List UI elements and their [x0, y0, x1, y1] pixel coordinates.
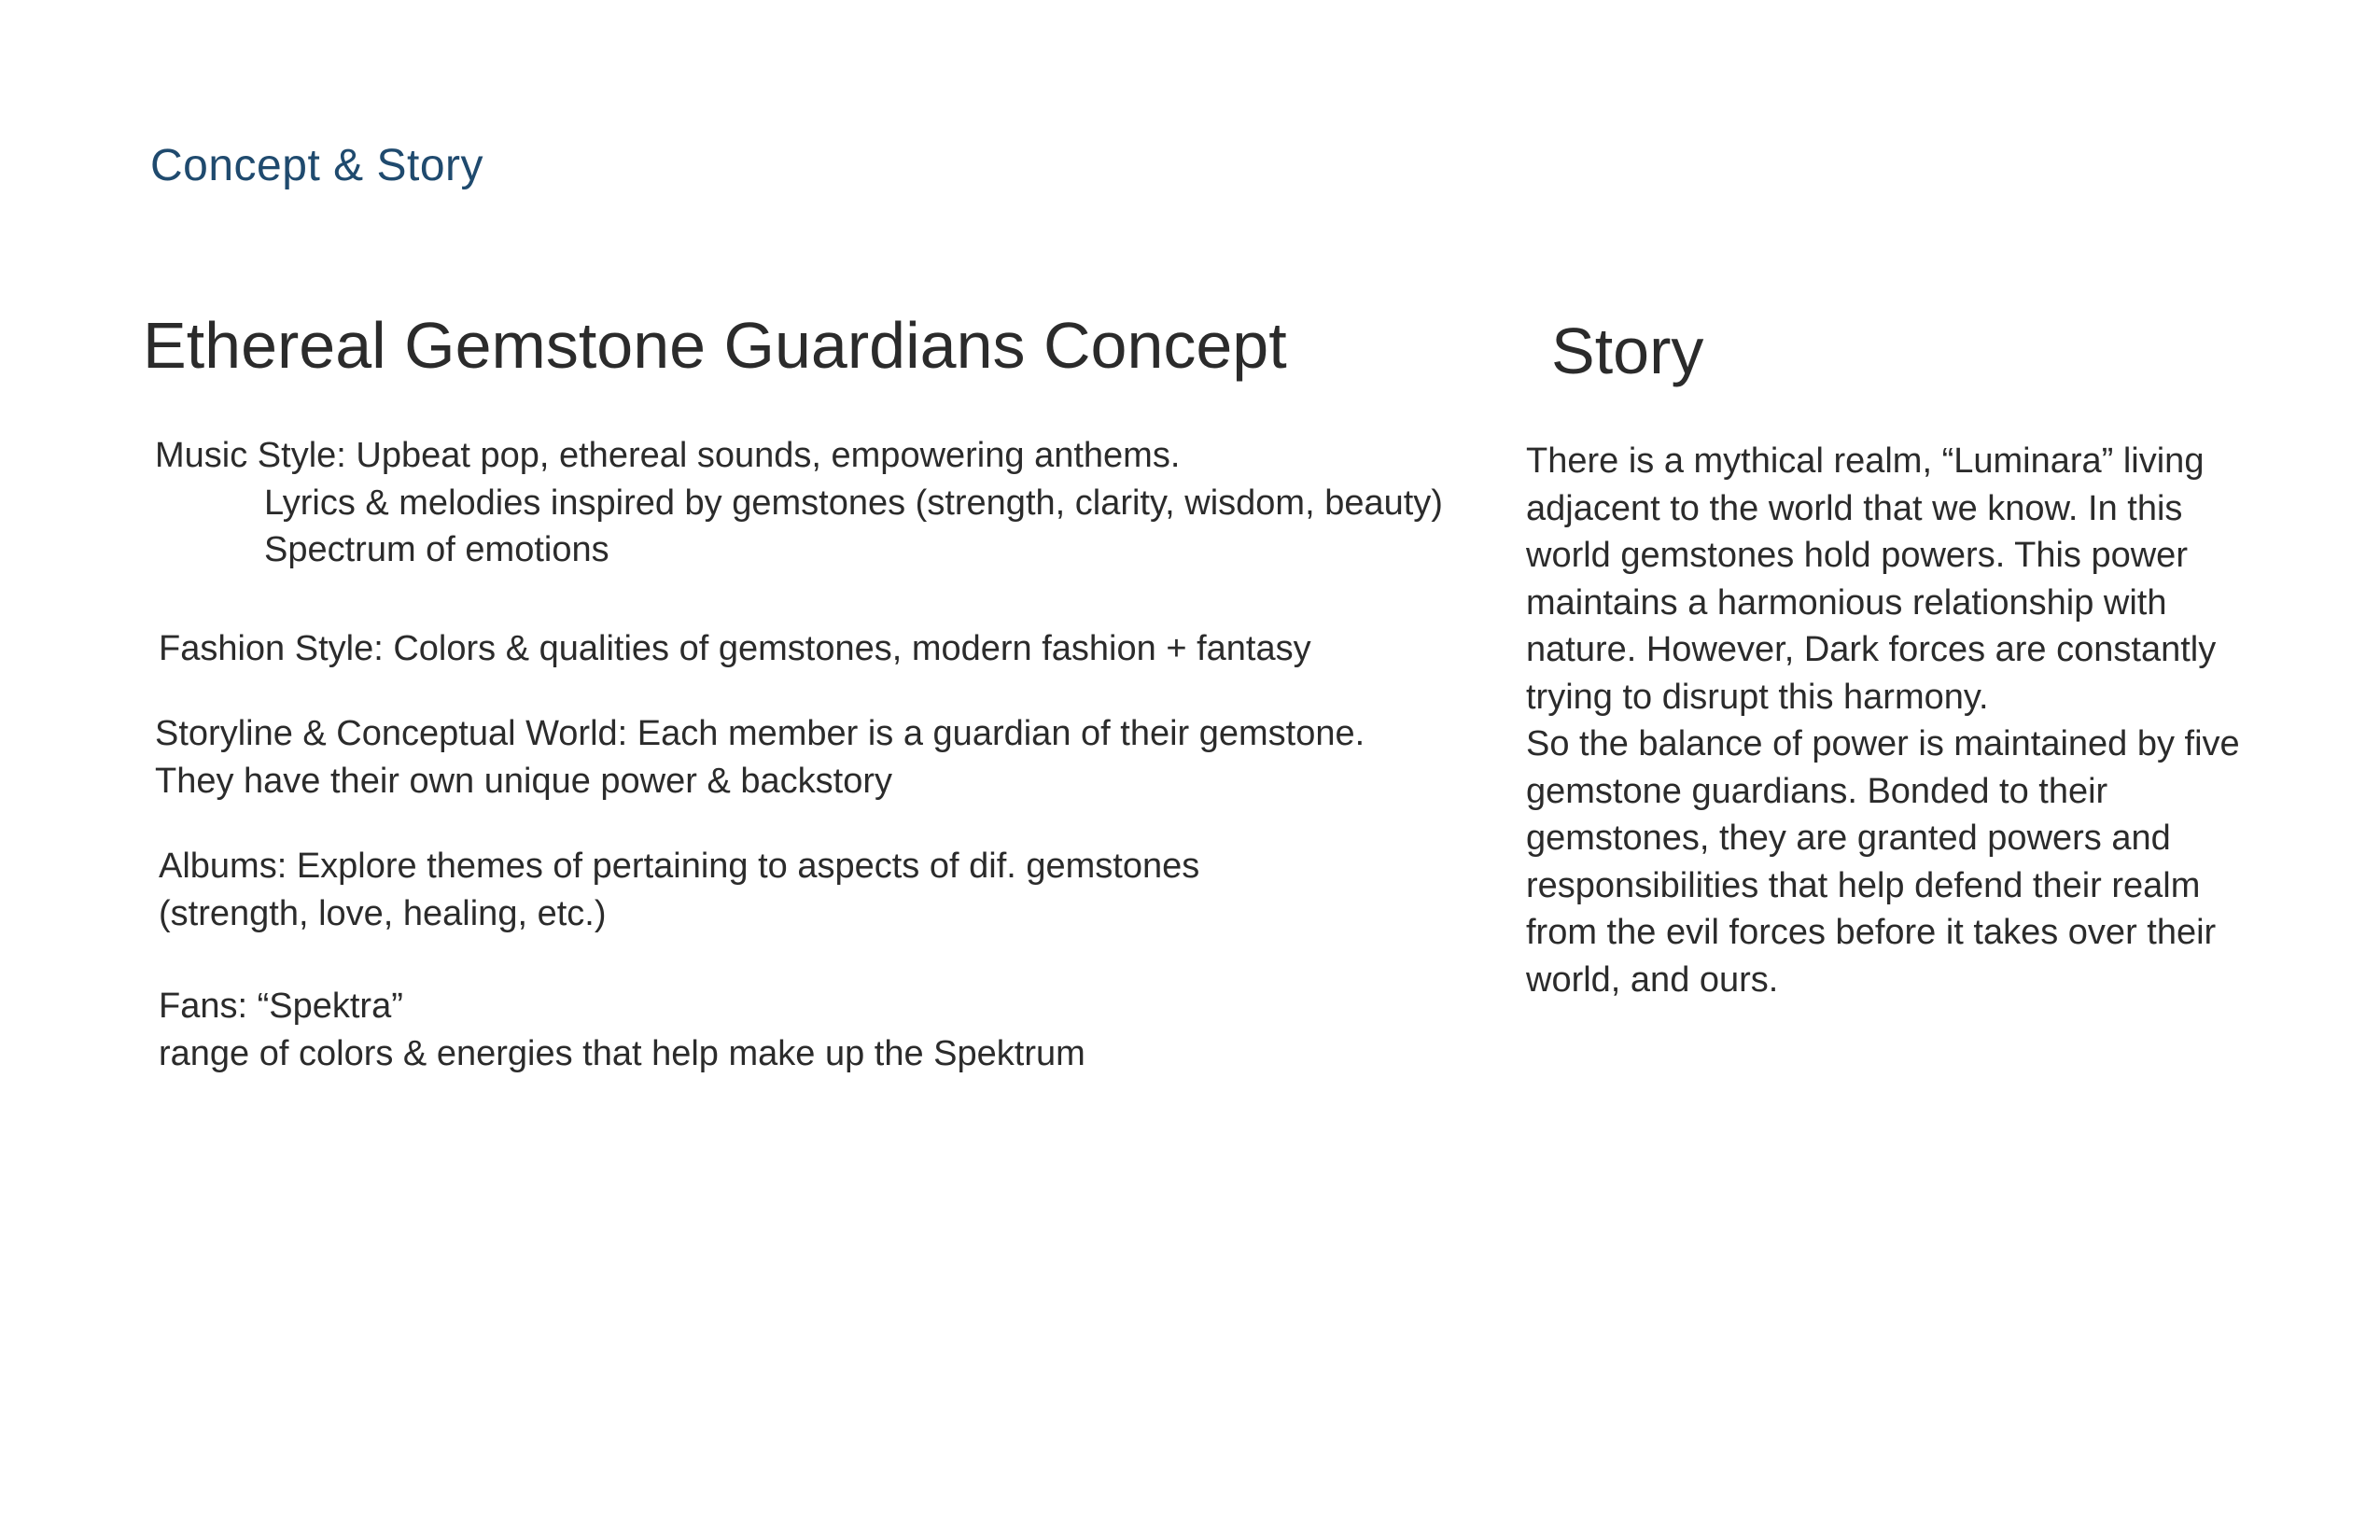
- story-paragraph-1: There is a mythical realm, “Luminara” living adjacent to the world that we know. In this world gemstones hold powers. This power maintains a harmonious relationship with nature. However, Dark forces are constantly trying to disrupt this harmony.: [1526, 441, 2217, 717]
- albums-line-1: Albums: Explore themes of pertaining to aspects of dif. gemstones: [159, 847, 1200, 886]
- story-column: [1526, 314, 2273, 1000]
- story-heading: Story: [1551, 315, 1704, 387]
- music-emotions-line: Spectrum of emotions: [264, 530, 609, 569]
- concept-heading: Ethereal Gemstone Guardians Concept: [143, 309, 1287, 382]
- albums-line-2: (strength, love, healing, etc.): [159, 893, 607, 933]
- storyline-line-1: Storyline & Conceptual World: Each member is a guardian of their gemstone.: [155, 714, 1365, 753]
- fans-line-1: Fans: “Spektra”: [159, 987, 403, 1026]
- section-title: Concept & Story: [150, 141, 483, 190]
- music-style-line: Music Style: Upbeat pop, ethereal sounds, empowering anthems.: [155, 436, 1181, 475]
- fans-line-2: range of colors & energies that help make up the Spektrum: [159, 1033, 1085, 1073]
- music-style-block: [155, 432, 1443, 574]
- albums-block: [159, 843, 1199, 937]
- fans-block: [159, 983, 1085, 1077]
- storyline-block: [155, 710, 1365, 805]
- music-lyrics-line: Lyrics & melodies inspired by gemstones (strength, clarity, wisdom, beauty): [264, 483, 1443, 523]
- story-paragraph-2: So the balance of power is maintained by five gemstone guardians. Bonded to their gemstones, they are granted powers and responsibilities that help defend their realm from the evil forces before it takes over their world, and ours.: [1526, 724, 2240, 1000]
- story-body: [1526, 438, 2273, 1003]
- fashion-style-line: Fashion Style: Colors & qualities of gemstones, modern fashion + fantasy: [159, 629, 1311, 668]
- fashion-style-block: [159, 625, 1311, 673]
- storyline-line-2: They have their own unique power & backstory: [155, 761, 892, 801]
- concept-column: [143, 308, 1468, 1073]
